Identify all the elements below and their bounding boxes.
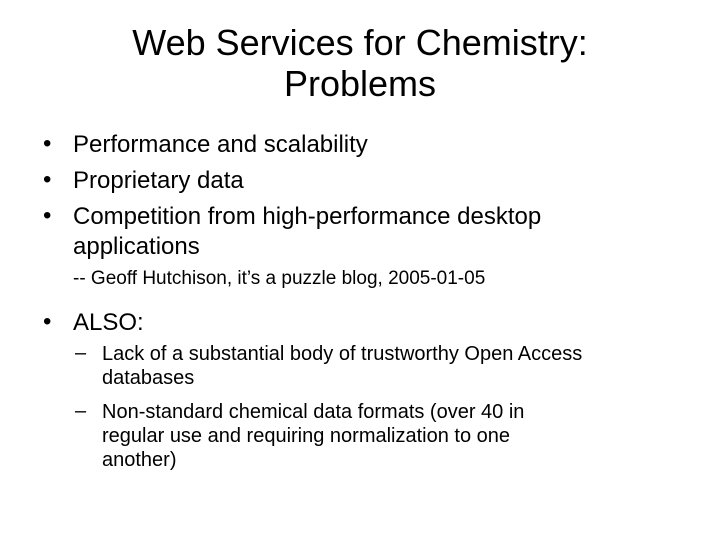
dash-marker: – xyxy=(75,400,87,422)
bullet-text: Performance and scalability xyxy=(73,131,368,158)
sub-item-line: Lack of a substantial body of trustworthy Open Access xyxy=(102,343,583,365)
sub-item-text xyxy=(102,400,702,472)
title-line-1: Web Services for Chemistry: xyxy=(132,22,588,63)
also-label: ALSO: xyxy=(73,309,144,336)
sub-item-line: Non-standard chemical data formats (over 40 in xyxy=(102,401,525,423)
sub-item-line: databases xyxy=(102,367,195,389)
slide-title xyxy=(60,22,660,104)
bullet-text: applications xyxy=(73,233,200,260)
dash-marker: – xyxy=(75,342,87,364)
bullet-text: Proprietary data xyxy=(73,167,244,194)
sub-item-line: regular use and requiring normalization to one xyxy=(102,425,511,447)
sub-item-line: another) xyxy=(102,449,177,471)
title-line-2: Problems xyxy=(283,63,437,104)
bullet-text: Competition from high-performance desktop xyxy=(73,203,542,230)
bullet-marker: • xyxy=(43,202,52,229)
bullet-marker: • xyxy=(43,308,52,335)
bullet-marker: • xyxy=(43,166,52,193)
sub-item-text xyxy=(102,342,702,390)
bullet-marker: • xyxy=(43,130,52,157)
citation: -- Geoff Hutchison, it’s a puzzle blog, 2005-01-05 xyxy=(73,268,486,289)
